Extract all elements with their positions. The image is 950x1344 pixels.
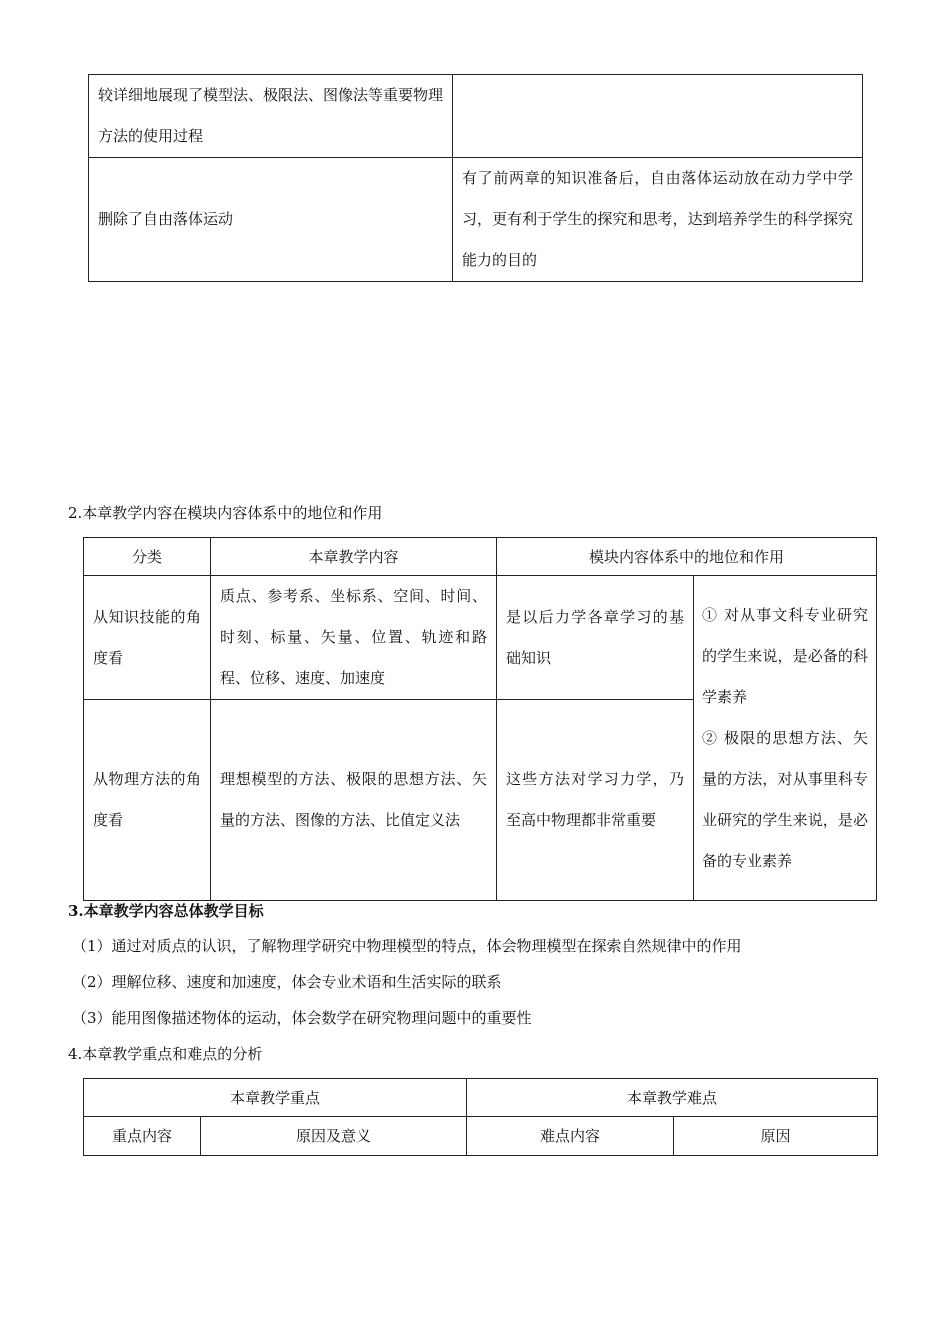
header-cell: 难点内容: [467, 1117, 674, 1156]
merged-note-cell: [694, 576, 877, 901]
table-row: [84, 576, 877, 700]
header-cell: 原因及意义: [201, 1117, 467, 1156]
goal-item: （3）能用图像描述物体的运动，体会数学在研究物理问题中的重要性: [72, 1009, 532, 1027]
section-heading: 4.本章教学重点和难点的分析: [68, 1045, 263, 1063]
table-cell: 质点、参考系、坐标系、空间、时间、时刻、标量、矢量、位置、轨迹和路程、位移、速度、加速度: [211, 576, 497, 700]
table-cell: 理想模型的方法、极限的思想方法、矢量的方法、图像的方法、比值定义法: [211, 700, 497, 901]
key-difficult-table: [83, 1078, 878, 1156]
table-cell: 从知识技能的角度看: [84, 576, 211, 700]
header-cell: 本章教学内容: [211, 538, 497, 576]
goal-item: （2）理解位移、速度和加速度，体会专业术语和生活实际的联系: [72, 973, 502, 991]
header-cell: 重点内容: [84, 1117, 201, 1156]
comparison-table: [88, 74, 863, 282]
table-cell: 较详细地展现了模型法、极限法、图像法等重要物理方法的使用过程: [89, 75, 453, 158]
table-header-row: [84, 538, 877, 576]
table-row: [89, 75, 863, 158]
note-text: ② 极限的思想方法、矢量的方法，对从事里科专业研究的学生来说，是必备的专业素养: [702, 728, 869, 870]
table-header-row: [84, 1117, 878, 1156]
table-header-row: [84, 1079, 878, 1117]
table-cell: [453, 75, 863, 158]
section-heading: 2.本章教学内容在模块内容体系中的地位和作用: [68, 504, 383, 522]
note-text: ① 对从事文科专业研究的学生来说，是必备的科学素养: [702, 605, 869, 706]
header-cell: 模块内容体系中的地位和作用: [497, 538, 877, 576]
position-role-table: [83, 537, 877, 901]
table-cell: 是以后力学各章学习的基础知识: [497, 576, 694, 700]
table-cell: 有了前两章的知识准备后，自由落体运动放在动力学中学习，更有利于学生的探究和思考，达到培养学生的科学探究能力的目的: [453, 158, 863, 282]
header-cell: 本章教学难点: [467, 1079, 878, 1117]
header-cell: 原因: [674, 1117, 878, 1156]
header-cell: 分类: [84, 538, 211, 576]
header-cell: 本章教学重点: [84, 1079, 467, 1117]
table-row: [89, 158, 863, 282]
table-cell: 这些方法对学习力学，乃至高中物理都非常重要: [497, 700, 694, 901]
section-heading: 3.本章教学内容总体教学目标: [68, 902, 264, 920]
goal-item: （1）通过对质点的认识，了解物理学研究中物理模型的特点，体会物理模型在探索自然规律中的作用: [72, 937, 742, 955]
table-cell: 从物理方法的角度看: [84, 700, 211, 901]
table-cell: 删除了自由落体运动: [89, 158, 453, 282]
